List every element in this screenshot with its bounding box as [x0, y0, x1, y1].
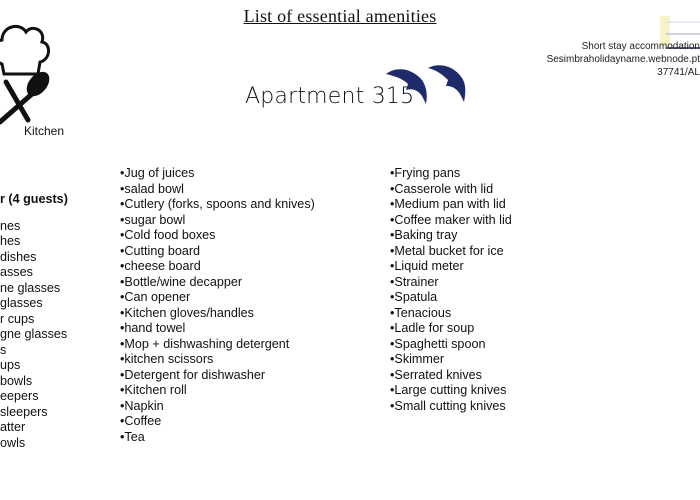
list-item: • Tea — [120, 430, 315, 446]
column-cookware — [390, 166, 512, 414]
list-item: gne glasses — [0, 327, 68, 341]
list-item: • Frying pans — [390, 166, 512, 182]
list-item: • Cutting board — [120, 244, 315, 260]
list-item: dishes — [0, 249, 37, 264]
list-item: r cups — [0, 311, 35, 326]
column-kitchen-tools — [120, 166, 315, 445]
list-item: owls — [0, 435, 26, 450]
list-item: • Cold food boxes — [120, 228, 315, 244]
list-item: • Strainer — [390, 275, 512, 291]
list-item: glasses — [0, 296, 43, 310]
list-item: • Metal bucket for ice — [390, 244, 512, 260]
list-item: • Coffee maker with lid — [390, 213, 512, 229]
contact-line-website: Sesimbraholidayname.webnode.pt — [546, 54, 700, 65]
list-item: • cheese board — [120, 259, 315, 275]
list-item: • Detergent for dishwasher — [120, 368, 315, 384]
list-item: • hand towel — [120, 321, 315, 337]
kitchen-label: Kitchen — [24, 124, 65, 138]
chef-hat-utensils-icon — [0, 10, 58, 125]
page-title: List of essential amenities — [243, 6, 437, 26]
list-item: • Cutlery (forks, spoons and knives) — [120, 197, 315, 213]
list-item: • Napkin — [120, 399, 315, 415]
list-item: • salad bowl — [120, 182, 315, 198]
list-item: • Large cutting knives — [390, 383, 512, 399]
list-item: sleepers — [0, 404, 48, 419]
apartment-title: Apartment 315 — [245, 84, 415, 109]
list-item: eepers — [0, 389, 39, 403]
list-item: • Kitchen roll — [120, 383, 315, 399]
list-item: • Coffee — [120, 414, 315, 430]
list-item: • Small cutting knives — [390, 399, 512, 415]
list-item: • Medium pan with lid — [390, 197, 512, 213]
list-item: • Spaghetti spoon — [390, 337, 512, 353]
dolphins-icon — [382, 60, 472, 110]
list-item: • Casserole with lid — [390, 182, 512, 198]
list-item: atter — [0, 420, 26, 434]
list-item: • Mop + dishwashing detergent — [120, 337, 315, 353]
list-item: ne glasses — [0, 280, 61, 295]
list-item: • Kitchen gloves/handles — [120, 306, 315, 322]
list-item: • Bottle/wine decapper — [120, 275, 315, 291]
contact-line-license: 37741/AL — [657, 67, 700, 78]
list-item: • Tenacious — [390, 306, 512, 322]
list-item: • sugar bowl — [120, 213, 315, 229]
list-item: • Can opener — [120, 290, 315, 306]
list-item: • Skimmer — [390, 352, 512, 368]
list-item: • Ladle for soup — [390, 321, 512, 337]
list-item: bowls — [0, 373, 33, 388]
list-item: ups — [0, 358, 21, 372]
list-item: • Liquid meter — [390, 259, 512, 275]
list-item: asses — [0, 265, 33, 279]
column-tableware — [0, 192, 110, 451]
list-item: nes — [0, 218, 21, 233]
list-item: • Jug of juices — [120, 166, 315, 182]
list-item: s — [0, 342, 7, 357]
list-item: • kitchen scissors — [120, 352, 315, 368]
contact-info — [540, 40, 700, 79]
contact-line-accommodation: Short stay accommodation — [581, 41, 700, 52]
list-item: hes — [0, 234, 21, 248]
column-heading: r (4 guests) — [0, 192, 68, 206]
list-item: • Baking tray — [390, 228, 512, 244]
list-item: • Serrated knives — [390, 368, 512, 384]
list-item: • Spatula — [390, 290, 512, 306]
